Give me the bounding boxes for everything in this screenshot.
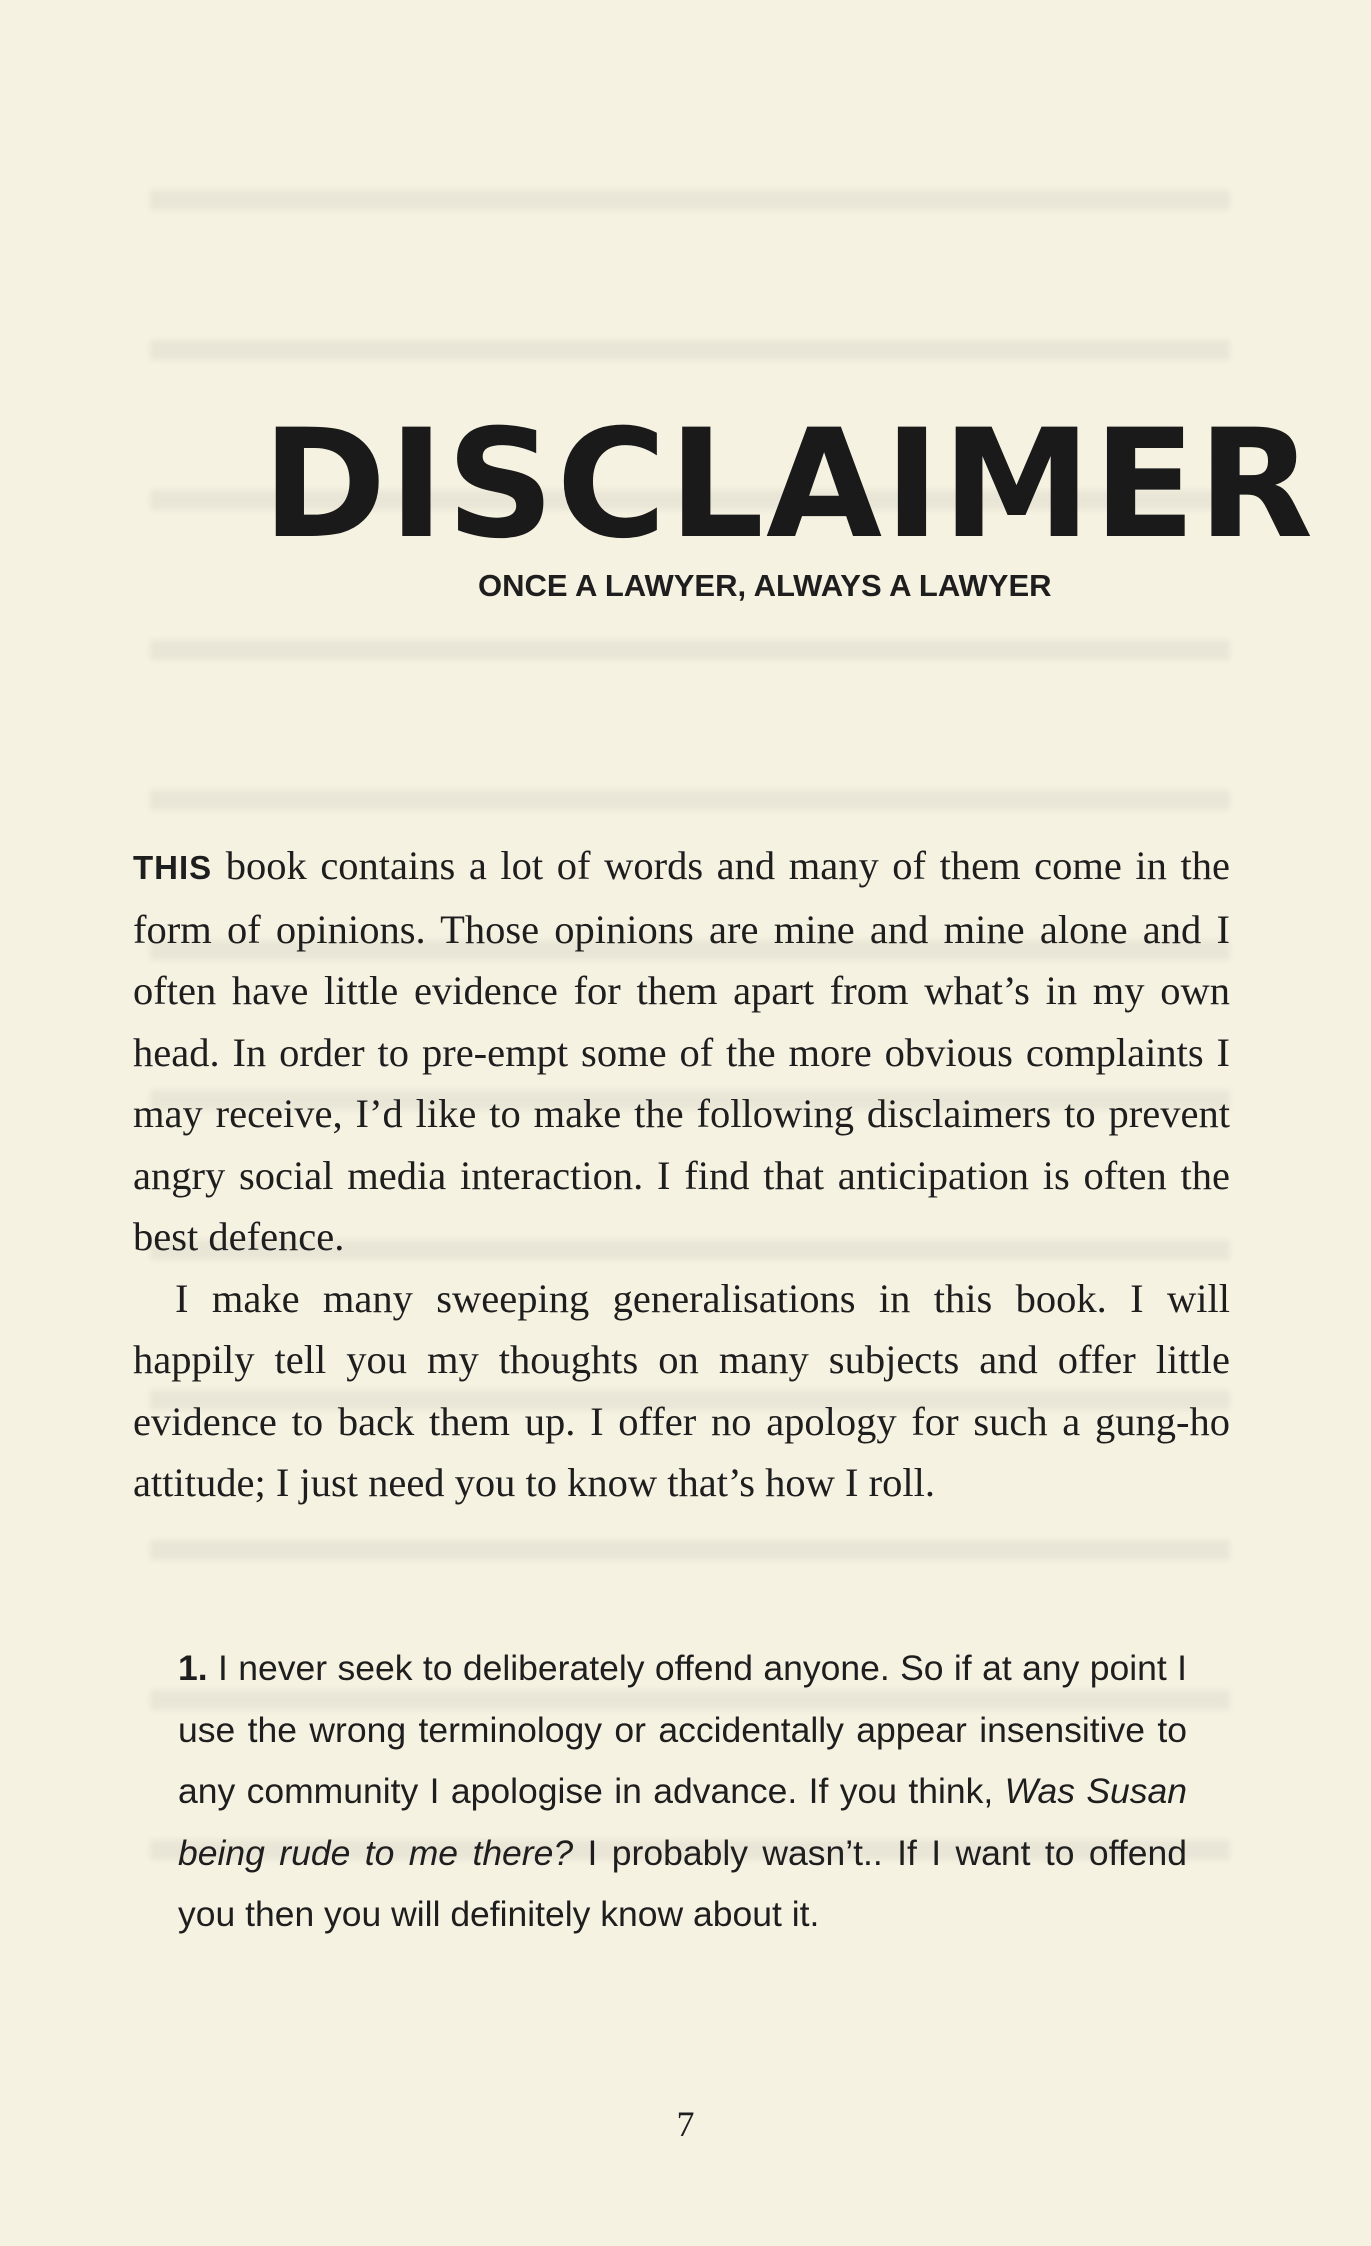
paragraph-2: I make many sweeping generalisations in this book. I will happily tell you my thoughts on many subjects and offer little evidence to back them up. I offer no apology for such a gung-ho attitude; I just need you to know that’s how I roll. xyxy=(133,1275,1230,1505)
paragraph-1 xyxy=(133,835,1230,1268)
list-item-text-end: I probably wasn’t.. If I want to offend you then you will definitely know about it. xyxy=(178,1832,1187,1934)
disclaimer-list xyxy=(178,1638,1187,1946)
list-item-text: I never seek to deliberately offend anyone. So if at any point I use the wrong terminology or accidentally appear insensitive to any community I apologise in advance. If you think, xyxy=(178,1648,1187,1811)
paragraph-1-text: book contains a lot of words and many of them come in the form of opinions. Those opinions are mine and mine alone and I often have little evidence for them apart from what’s in my own head. In order to pre-empt some of the more obvious complaints I may receive, I’d like to make the following disclaimers to prevent angry social media interaction. I find that anticipation is often the best defence. xyxy=(133,843,1230,1259)
body-text xyxy=(133,835,1230,1514)
page-number: 7 xyxy=(676,2104,695,2144)
list-item-number: 1. xyxy=(178,1648,208,1688)
chapter-subtitle: ONCE A LAWYER, ALWAYS A LAWYER xyxy=(478,568,1052,603)
chapter-title: DISCLAIMER xyxy=(262,398,1316,572)
lead-word: THIS xyxy=(133,849,213,886)
list-item-italic: Was Susan being rude to me there? xyxy=(178,1771,1188,1873)
list-item xyxy=(178,1638,1187,1946)
